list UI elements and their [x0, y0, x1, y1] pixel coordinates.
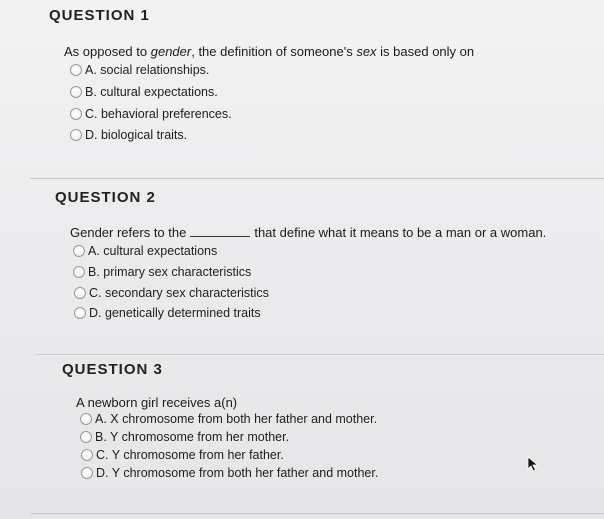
- option-label: D. biological traits.: [85, 128, 188, 142]
- option-label: A. cultural expectations: [88, 244, 218, 258]
- fill-in-blank: [190, 226, 250, 237]
- option-label: A. X chromosome from both her father and mother.: [95, 412, 378, 426]
- radio-button[interactable]: [81, 449, 93, 461]
- question-1-stem-part-3: is based only on: [376, 44, 475, 59]
- radio-button[interactable]: [81, 467, 93, 479]
- question-1-header: QUESTION 1: [49, 7, 150, 24]
- question-1-stem-part-2: , the definition of someone's: [191, 44, 357, 59]
- question-3-stem: A newborn girl receives a(n): [76, 395, 238, 410]
- question-3-option-c[interactable]: [81, 448, 284, 462]
- question-1-option-c[interactable]: [70, 107, 232, 121]
- question-2-stem: [70, 225, 546, 240]
- question-1-stem-term-gender: gender: [150, 44, 192, 59]
- section-divider: [30, 178, 604, 179]
- question-1-option-d[interactable]: [70, 128, 187, 142]
- radio-button[interactable]: [70, 64, 82, 76]
- option-label: A. social relationships.: [85, 63, 210, 77]
- question-2-stem-before: Gender refers to the: [70, 225, 187, 240]
- question-1-stem-term-sex: sex: [356, 44, 377, 59]
- radio-button[interactable]: [80, 431, 92, 443]
- option-label: B. primary sex characteristics: [88, 265, 252, 279]
- question-2-option-d[interactable]: [74, 306, 261, 320]
- radio-button[interactable]: [73, 245, 85, 257]
- option-label: C. Y chromosome from her father.: [96, 448, 284, 462]
- option-label: C. behavioral preferences.: [85, 107, 232, 121]
- option-label: D. Y chromosome from both her father and mother.: [96, 466, 379, 480]
- question-2-stem-after: that define what it means to be a man or a woman.: [254, 225, 547, 240]
- option-label: C. secondary sex characteristics: [89, 286, 269, 300]
- question-2-option-b[interactable]: [73, 265, 251, 279]
- question-2-header: QUESTION 2: [55, 189, 156, 206]
- option-label: B. Y chromosome from her mother.: [95, 430, 290, 444]
- radio-button[interactable]: [80, 413, 92, 425]
- radio-button[interactable]: [74, 307, 86, 319]
- question-1-stem-part-1: As opposed to: [64, 44, 151, 59]
- question-1-stem: [64, 44, 474, 59]
- question-3-option-a[interactable]: [80, 412, 377, 426]
- radio-button[interactable]: [70, 108, 82, 120]
- option-label: B. cultural expectations.: [85, 85, 218, 99]
- radio-button[interactable]: [70, 129, 82, 141]
- question-2-option-a[interactable]: [73, 244, 217, 258]
- section-divider: [30, 513, 604, 514]
- mouse-pointer-icon: [527, 456, 541, 472]
- radio-button[interactable]: [73, 266, 85, 278]
- question-2-option-c[interactable]: [74, 286, 269, 300]
- radio-button[interactable]: [70, 86, 82, 98]
- question-3-header: QUESTION 3: [62, 361, 163, 378]
- radio-button[interactable]: [74, 287, 86, 299]
- question-3-option-d[interactable]: [81, 466, 378, 480]
- option-label: D. genetically determined traits: [89, 306, 261, 320]
- question-1-option-b[interactable]: [70, 85, 218, 99]
- section-divider: [36, 354, 604, 355]
- question-1-option-a[interactable]: [70, 63, 209, 77]
- question-3-option-b[interactable]: [80, 430, 289, 444]
